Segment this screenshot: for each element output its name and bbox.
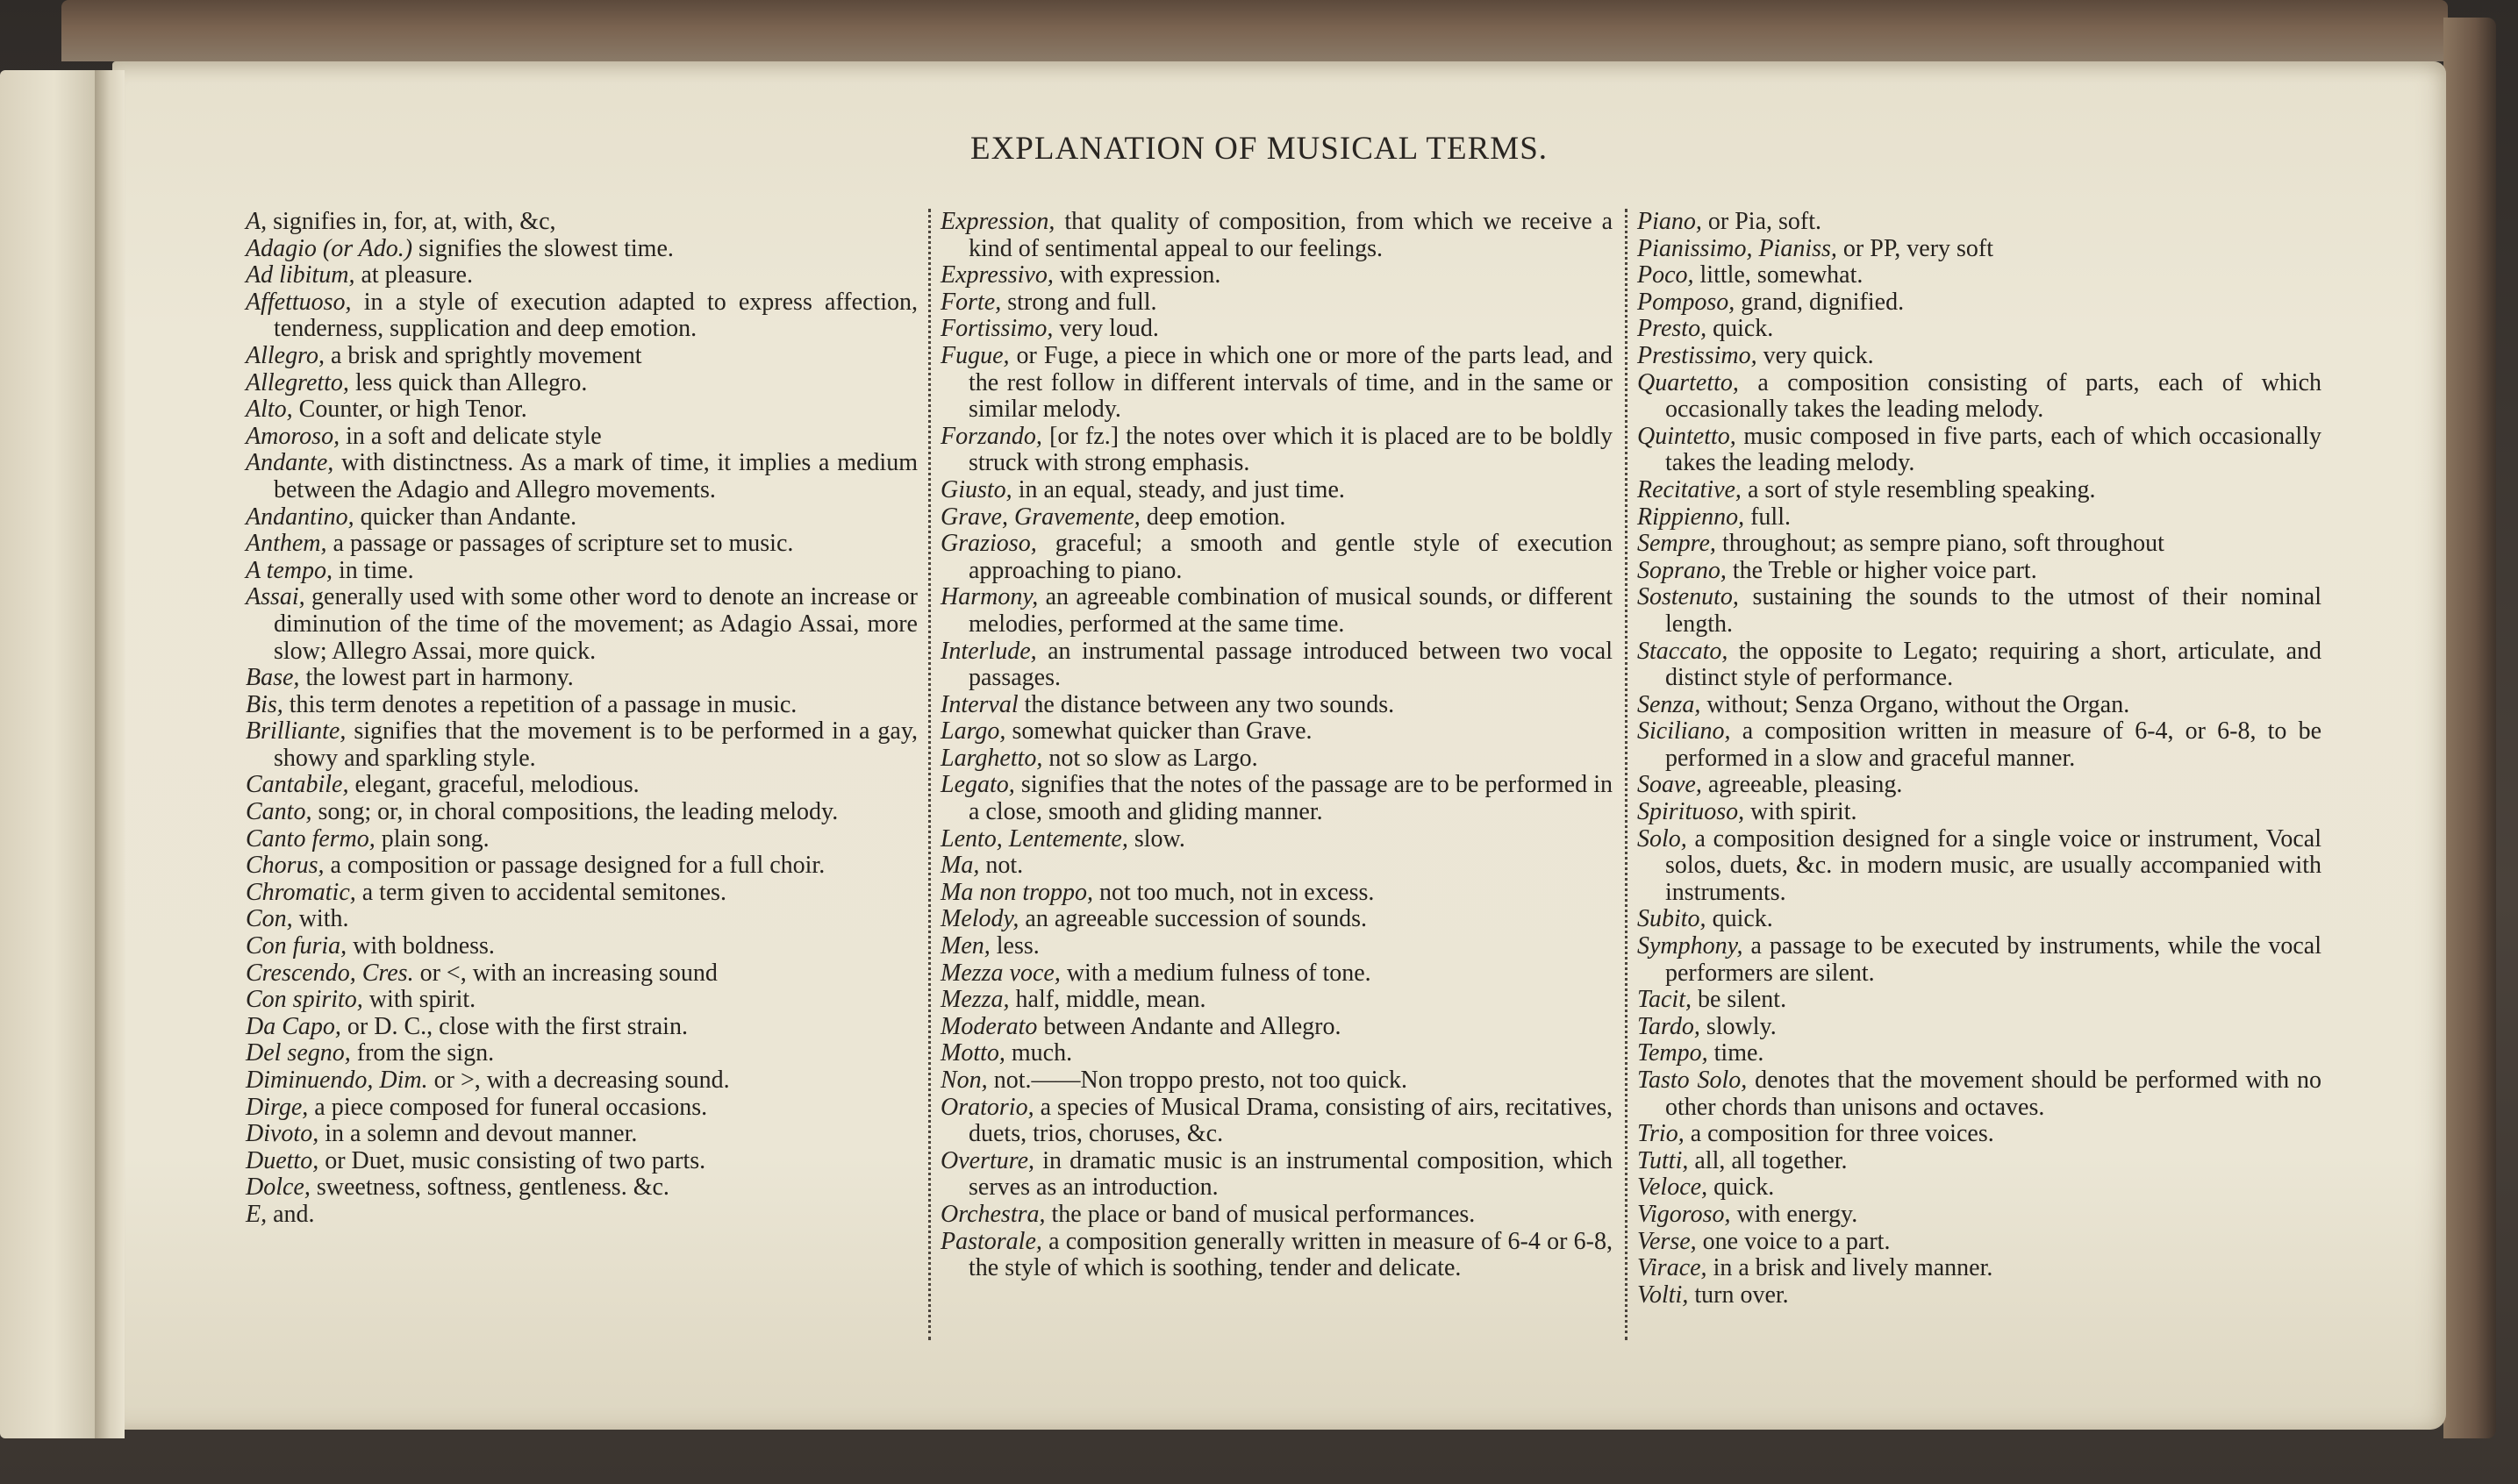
glossary-entry <box>941 692 1613 719</box>
glossary-entry <box>246 236 918 263</box>
glossary-entry <box>1637 1067 2321 1121</box>
glossary-definition: an agreeable succession of sounds. <box>1019 905 1367 933</box>
glossary-definition: in a brisk and lively manner. <box>1706 1254 1993 1282</box>
glossary-term: Forzando, <box>941 422 1042 450</box>
glossary-term: Giusto, <box>941 475 1012 503</box>
glossary-term: Symphony, <box>1637 932 1743 960</box>
glossary-definition: slowly. <box>1699 1012 1777 1040</box>
glossary-entry <box>246 853 918 880</box>
glossary-entry <box>246 1040 918 1067</box>
glossary-definition: elegant, graceful, melodious. <box>348 771 640 799</box>
glossary-entry <box>1637 799 2321 826</box>
glossary-term: Del segno, <box>246 1039 351 1067</box>
glossary-entry <box>1637 1148 2321 1175</box>
glossary-definition: a composition generally written in measure of 6-4 or 6-8, the style of which is soothing, tender and delicate. <box>969 1227 1613 1282</box>
glossary-definition: at pleasure. <box>354 261 473 289</box>
glossary-definition: generally used with some other word to denote an increase or diminution of the time of the movement; as Adagio Assai, more slow; Allegro Assai, more quick. <box>274 583 918 665</box>
column-divider <box>928 209 931 1340</box>
glossary-entry <box>941 933 1613 960</box>
glossary-definition: the place or band of musical performances. <box>1045 1200 1476 1228</box>
glossary-entry <box>941 746 1613 773</box>
glossary-definition: between Andante and Allegro. <box>1037 1012 1341 1040</box>
glossary-entry <box>1637 906 2321 933</box>
glossary-term: Non, <box>941 1067 988 1094</box>
glossary-term: Ma, <box>941 852 980 880</box>
glossary-term: Solo, <box>1637 824 1687 853</box>
glossary-definition: signifies in, for, at, with, &c, <box>267 208 556 235</box>
glossary-entry <box>1637 236 2321 263</box>
glossary-term: Piano, <box>1637 208 1702 235</box>
glossary-entry <box>941 1040 1613 1067</box>
glossary-definition: graceful; a smooth and gentle style of execution approaching to piano. <box>969 530 1613 584</box>
glossary-term: Ad libitum, <box>246 261 355 289</box>
glossary-entry <box>941 424 1613 477</box>
glossary-term: Prestissimo, <box>1637 341 1757 369</box>
glossary-term: Canto, <box>246 798 312 826</box>
glossary-entry <box>1637 504 2321 532</box>
glossary-entry <box>1637 1229 2321 1256</box>
glossary-term: Soave, <box>1637 771 1702 799</box>
glossary-term: Legato, <box>941 771 1015 799</box>
glossary-term: Poco, <box>1637 261 1694 289</box>
glossary-definition: agreeable, pleasing. <box>1701 771 1903 799</box>
glossary-entry <box>246 1095 918 1122</box>
glossary-definition: quick. <box>1706 905 1773 933</box>
glossary-entry <box>1637 316 2321 343</box>
glossary-definition: somewhat quicker than Grave. <box>1005 717 1313 746</box>
glossary-term: Mezza, <box>941 986 1010 1014</box>
glossary-entry <box>941 1202 1613 1229</box>
glossary-term: Andante, <box>246 449 334 477</box>
glossary-entry <box>1637 1014 2321 1041</box>
glossary-definition: in dramatic music is an instrumental composition, which serves as an introduction. <box>969 1146 1613 1202</box>
glossary-definition: with a medium fulness of tone. <box>1060 959 1371 987</box>
glossary-definition: with expression. <box>1053 261 1221 289</box>
glossary-definition: quick. <box>1707 1174 1775 1202</box>
glossary-term: Cantabile, <box>246 771 349 799</box>
glossary-term: Forte, <box>941 288 1002 316</box>
glossary-entry <box>941 772 1613 825</box>
glossary-term: Recitative, <box>1637 475 1742 503</box>
glossary-entry <box>246 1148 918 1175</box>
glossary-entry <box>941 639 1613 692</box>
glossary-definition: song; or, in choral compositions, the leading melody. <box>311 798 839 826</box>
glossary-definition: a term given to accidental semitones. <box>355 878 726 906</box>
book-cover-top <box>61 0 2448 61</box>
glossary-term: Tardo, <box>1637 1012 1700 1040</box>
glossary-term: Orchestra, <box>941 1200 1046 1228</box>
glossary-term: Con, <box>246 905 293 933</box>
glossary-entry <box>246 880 918 907</box>
glossary-term: Rippienno, <box>1637 503 1745 531</box>
glossary-definition: signifies that the notes of the passage are to be performed in a close, smooth and gliding manner. <box>969 771 1613 826</box>
glossary-entry <box>1637 558 2321 585</box>
glossary-term: Allegro, <box>246 341 325 369</box>
glossary-entry <box>1637 826 2321 907</box>
glossary-definition: that quality of composition, from which we receive a kind of sentimental appeal to our feelings. <box>969 208 1613 262</box>
glossary-definition: a composition consisting of parts, each of which occasionally takes the leading melody. <box>1665 368 2321 424</box>
glossary-term: Pianissimo, Pianiss, <box>1637 234 1837 262</box>
glossary-term: Dolce, <box>246 1174 311 1202</box>
glossary-term: Expressivo, <box>941 261 1054 289</box>
glossary-definition: much. <box>1005 1039 1073 1067</box>
glossary-term: Adagio (or Ado.) <box>246 234 413 262</box>
glossary-definition: with distinctness. As a mark of time, it implies a medium between the Adagio and Allegro movements. <box>274 449 918 503</box>
glossary-definition: in an equal, steady, and just time. <box>1012 475 1345 503</box>
glossary-definition: with. <box>292 905 349 933</box>
glossary-entry <box>246 1174 918 1202</box>
glossary-definition: or Duet, music consisting of two parts. <box>318 1146 706 1174</box>
glossary-definition: half, middle, mean. <box>1009 986 1206 1014</box>
book-gutter <box>95 70 125 1438</box>
glossary-term: Quintetto, <box>1637 422 1736 450</box>
glossary-definition: quick. <box>1706 315 1774 343</box>
glossary-definition: an agreeable combination of musical sounds, or different melodies, performed at the same time. <box>969 583 1613 638</box>
glossary-definition: sweetness, softness, gentleness. &c. <box>310 1174 669 1202</box>
glossary-term: Spirituoso, <box>1637 798 1745 826</box>
glossary-definition: sustaining the sounds to the utmost of their nominal length. <box>1665 583 2321 638</box>
glossary-definition: less quick than Allegro. <box>348 368 588 396</box>
glossary-entry <box>246 450 918 503</box>
glossary-definition: deep emotion. <box>1140 503 1286 531</box>
glossary-entry <box>1637 424 2321 477</box>
glossary-definition: in a style of execution adapted to express affection, tenderness, supplication and deep emotion. <box>274 288 918 343</box>
glossary-term: Mezza voce, <box>941 959 1061 987</box>
glossary-term: Tacit, <box>1637 986 1692 1014</box>
glossary-definition: with spirit. <box>362 986 476 1014</box>
glossary-term: Presto, <box>1637 315 1707 343</box>
glossary-entry <box>1637 1040 2321 1067</box>
glossary-term: Tutti, <box>1637 1146 1689 1174</box>
glossary-entry <box>246 424 918 451</box>
glossary-definition: or <, with an increasing sound <box>413 959 718 987</box>
glossary-term: Base, <box>246 664 300 692</box>
glossary-entry <box>246 209 918 236</box>
glossary-entry <box>246 960 918 988</box>
glossary-definition: a composition for three voices. <box>1684 1120 1994 1148</box>
glossary-definition: strong and full. <box>1001 288 1157 316</box>
glossary-definition: grand, dignified. <box>1735 288 1905 316</box>
glossary-definition: less. <box>990 932 1040 960</box>
glossary-definition: very loud. <box>1053 315 1159 343</box>
glossary-term: Allegretto, <box>246 368 349 396</box>
glossary-entry <box>246 262 918 289</box>
glossary-definition: a species of Musical Drama, consisting of airs, recitatives, duets, trios, choruses, &c. <box>969 1093 1613 1148</box>
glossary-definition: quicker than Andante. <box>354 503 577 531</box>
glossary-entry <box>1637 1174 2321 1202</box>
glossary-definition: with energy. <box>1730 1200 1858 1228</box>
glossary-term: Bis, <box>246 690 283 718</box>
glossary-entry <box>246 826 918 853</box>
glossary-entry <box>941 826 1613 853</box>
glossary-definition: one voice to a part. <box>1696 1227 1891 1255</box>
glossary-entry <box>1637 343 2321 370</box>
glossary-definition: not.——Non troppo presto, not too quick. <box>987 1067 1407 1094</box>
glossary-definition: from the sign. <box>350 1039 495 1067</box>
glossary-term: Grave, Gravemente, <box>941 503 1141 531</box>
glossary-entry <box>246 531 918 558</box>
glossary-term: Divoto, <box>246 1120 319 1148</box>
glossary-definition: throughout; as sempre piano, soft throughout <box>1715 530 2164 558</box>
glossary-entry <box>246 1014 918 1041</box>
glossary-term: Amoroso, <box>246 422 340 450</box>
glossary-definition: not too much, not in excess. <box>1092 878 1375 906</box>
glossary-entry <box>1637 718 2321 772</box>
glossary-entry <box>246 343 918 370</box>
glossary-entry <box>1637 772 2321 799</box>
glossary-term: Soprano, <box>1637 556 1727 584</box>
glossary-entry <box>1637 531 2321 558</box>
page-title: EXPLANATION OF MUSICAL TERMS. <box>969 131 1549 167</box>
glossary-term: Expression, <box>941 208 1055 235</box>
glossary-entry <box>246 665 918 692</box>
glossary-entry <box>941 987 1613 1014</box>
glossary-term: Interval <box>941 690 1019 718</box>
glossary-definition: or Fuge, a piece in which one or more of the parts lead, and the rest follow in different intervals of time, and in the same or similar melody. <box>969 341 1613 424</box>
glossary-entry <box>1637 209 2321 236</box>
glossary-definition: the lowest part in harmony. <box>299 664 574 692</box>
glossary-definition: this term denotes a repetition of a passage in music. <box>283 690 798 718</box>
glossary-term: Ma non troppo, <box>941 878 1093 906</box>
glossary-definition: the Treble or higher voice part. <box>1726 556 2037 584</box>
glossary-term: Motto, <box>941 1039 1005 1067</box>
glossary-term: Con furia, <box>246 932 347 960</box>
glossary-entry <box>246 906 918 933</box>
glossary-entry <box>246 799 918 826</box>
glossary-definition: an instrumental passage introduced between two vocal passages. <box>969 637 1613 692</box>
glossary-term: Siciliano, <box>1637 717 1731 746</box>
glossary-entry <box>941 1095 1613 1148</box>
glossary-term: Melody, <box>941 905 1019 933</box>
glossary-entry <box>941 584 1613 638</box>
glossary-entry <box>1637 987 2321 1014</box>
glossary-entry <box>246 1067 918 1095</box>
glossary-entry <box>1637 933 2321 987</box>
glossary-entry <box>941 960 1613 988</box>
glossary-term: Duetto, <box>246 1146 319 1174</box>
glossary-column-2 <box>941 209 1613 1282</box>
glossary-term: Overture, <box>941 1146 1035 1174</box>
glossary-definition: a composition or passage designed for a full choir. <box>324 852 826 880</box>
glossary-term: Trio, <box>1637 1120 1685 1148</box>
glossary-entry <box>1637 262 2321 289</box>
glossary-term: Interlude, <box>941 637 1037 665</box>
glossary-term: Quartetto, <box>1637 368 1739 396</box>
glossary-entry <box>1637 1282 2321 1309</box>
glossary-entry <box>246 772 918 799</box>
glossary-entry <box>941 1148 1613 1202</box>
glossary-term: Verse, <box>1637 1227 1697 1255</box>
glossary-definition: be silent. <box>1692 986 1787 1014</box>
glossary-definition: plain song. <box>375 824 490 853</box>
glossary-entry <box>941 906 1613 933</box>
glossary-entry <box>941 343 1613 424</box>
glossary-entry <box>1637 289 2321 317</box>
glossary-term: A, <box>246 208 268 235</box>
glossary-term: Larghetto, <box>941 744 1043 772</box>
glossary-definition: a sort of style resembling speaking. <box>1741 475 2096 503</box>
glossary-entry <box>246 504 918 532</box>
glossary-term: Harmony, <box>941 583 1039 611</box>
glossary-definition: a composition designed for a single voice or instrument, Vocal solos, duets, &c. in modern music, are usually accompanied with instruments. <box>1665 824 2321 906</box>
glossary-entry <box>941 1067 1613 1095</box>
glossary-entry <box>1637 1255 2321 1282</box>
glossary-definition: or PP, very soft <box>1836 234 1994 262</box>
glossary-entry <box>246 1202 918 1229</box>
glossary-definition: Counter, or high Tenor. <box>292 396 527 424</box>
glossary-entry <box>246 289 918 343</box>
glossary-entry <box>1637 584 2321 638</box>
glossary-term: Canto fermo, <box>246 824 376 853</box>
glossary-term: Assai, <box>246 583 305 611</box>
glossary-term: Anthem, <box>246 530 327 558</box>
glossary-definition: slow. <box>1127 824 1185 853</box>
glossary-entry <box>1637 370 2321 424</box>
glossary-entry <box>941 853 1613 880</box>
glossary-definition: denotes that the movement should be performed with no other chords than unisons and octaves. <box>1665 1067 2321 1121</box>
glossary-term: Sostenuto, <box>1637 583 1739 611</box>
glossary-definition: and. <box>267 1200 315 1228</box>
glossary-column-3 <box>1637 209 2321 1309</box>
glossary-term: Staccato, <box>1637 637 1728 665</box>
glossary-entry <box>1637 692 2321 719</box>
glossary-term: Moderato <box>941 1012 1038 1040</box>
glossary-entry <box>941 531 1613 584</box>
glossary-entry <box>246 396 918 424</box>
glossary-entry <box>246 1121 918 1148</box>
left-page-edge <box>0 70 98 1438</box>
glossary-term: Dirge, <box>246 1093 309 1121</box>
glossary-entry <box>246 692 918 719</box>
glossary-term: Con spirito, <box>246 986 363 1014</box>
glossary-term: Lento, Lentemente, <box>941 824 1128 853</box>
glossary-term: Men, <box>941 932 991 960</box>
glossary-entry <box>941 1014 1613 1041</box>
glossary-entry <box>941 477 1613 504</box>
glossary-definition: turn over. <box>1688 1281 1789 1309</box>
glossary-entry <box>941 209 1613 262</box>
glossary-term: Affettuoso, <box>246 288 352 316</box>
glossary-term: Virace, <box>1637 1254 1707 1282</box>
glossary-definition: in a soft and delicate style <box>340 422 602 450</box>
glossary-entry <box>246 584 918 665</box>
glossary-term: Tasto Solo, <box>1637 1067 1748 1094</box>
glossary-term: Grazioso, <box>941 530 1037 558</box>
glossary-term: Pastorale, <box>941 1227 1042 1255</box>
book-cover-edge <box>2443 18 2496 1438</box>
glossary-entry <box>941 718 1613 746</box>
glossary-term: Sempre, <box>1637 530 1716 558</box>
glossary-definition: all, all together. <box>1688 1146 1848 1174</box>
glossary-entry <box>246 987 918 1014</box>
glossary-column-1 <box>246 209 918 1229</box>
column-divider <box>1625 209 1627 1340</box>
glossary-term: A tempo, <box>246 556 333 584</box>
glossary-term: Vigoroso, <box>1637 1200 1731 1228</box>
glossary-definition: in time. <box>333 556 414 584</box>
glossary-definition: not. <box>979 852 1024 880</box>
glossary-definition: time. <box>1707 1039 1764 1067</box>
glossary-definition: with boldness. <box>347 932 495 960</box>
glossary-term: Subito, <box>1637 905 1706 933</box>
glossary-term: Fortissimo, <box>941 315 1054 343</box>
glossary-definition: music composed in five parts, each of which occasionally takes the leading melody. <box>1665 422 2321 477</box>
glossary-definition: a piece composed for funeral occasions. <box>308 1093 708 1121</box>
glossary-term: Chorus, <box>246 852 325 880</box>
glossary-definition: a passage or passages of scripture set to music. <box>326 530 794 558</box>
glossary-term: Oratorio, <box>941 1093 1034 1121</box>
glossary-entry <box>1637 639 2321 692</box>
glossary-definition: without; Senza Organo, without the Organ. <box>1700 690 2130 718</box>
glossary-term: Brilliante, <box>246 717 347 746</box>
glossary-term: Chromatic, <box>246 878 356 906</box>
glossary-entry <box>1637 1202 2321 1229</box>
glossary-entry <box>941 316 1613 343</box>
glossary-definition: the opposite to Legato; requiring a short, articulate, and distinct style of performance. <box>1665 637 2321 692</box>
glossary-term: Senza, <box>1637 690 1701 718</box>
glossary-term: Pomposo, <box>1637 288 1735 316</box>
glossary-definition: in a solemn and devout manner. <box>318 1120 638 1148</box>
glossary-entry <box>1637 1121 2321 1148</box>
glossary-term: Largo, <box>941 717 1006 746</box>
glossary-term: E, <box>246 1200 268 1228</box>
glossary-definition: little, somewhat. <box>1693 261 1863 289</box>
glossary-entry <box>941 289 1613 317</box>
glossary-definition: signifies that the movement is to be performed in a gay, showy and sparkling style. <box>274 717 918 772</box>
glossary-entry <box>246 933 918 960</box>
glossary-term: Fugue, <box>941 341 1010 369</box>
glossary-entry <box>941 262 1613 289</box>
glossary-definition: the distance between any two sounds. <box>1018 690 1395 718</box>
glossary-term: Da Capo, <box>246 1012 341 1040</box>
glossary-term: Veloce, <box>1637 1174 1708 1202</box>
glossary-definition: or D. C., close with the first strain. <box>340 1012 688 1040</box>
glossary-definition: full. <box>1744 503 1791 531</box>
glossary-entry <box>246 718 918 772</box>
glossary-entry <box>246 370 918 397</box>
glossary-term: Crescendo, Cres. <box>246 959 414 987</box>
glossary-definition: [or fz.] the notes over which it is placed are to be boldly struck with strong emphasis. <box>969 422 1613 477</box>
glossary-term: Andantino, <box>246 503 354 531</box>
glossary-definition: a passage to be executed by instruments, while the vocal performers are silent. <box>1665 932 2321 987</box>
glossary-term: Volti, <box>1637 1281 1689 1309</box>
glossary-entry <box>941 880 1613 907</box>
glossary-entry <box>941 1229 1613 1282</box>
glossary-definition: signifies the slowest time. <box>412 234 674 262</box>
glossary-definition: a composition written in measure of 6-4, or 6-8, to be performed in a slow and graceful manner. <box>1665 717 2321 772</box>
glossary-term: Tempo, <box>1637 1039 1708 1067</box>
glossary-definition: or Pia, soft. <box>1701 208 1821 235</box>
glossary-definition: very quick. <box>1756 341 1874 369</box>
glossary-definition: not so slow as Largo. <box>1042 744 1258 772</box>
glossary-definition: or >, with a decreasing sound. <box>427 1067 730 1094</box>
glossary-entry <box>1637 477 2321 504</box>
glossary-entry <box>941 504 1613 532</box>
glossary-term: Alto, <box>246 396 293 424</box>
glossary-definition: with spirit. <box>1744 798 1857 826</box>
glossary-entry <box>246 558 918 585</box>
glossary-definition: a brisk and sprightly movement <box>324 341 642 369</box>
glossary-term: Diminuendo, Dim. <box>246 1067 428 1094</box>
